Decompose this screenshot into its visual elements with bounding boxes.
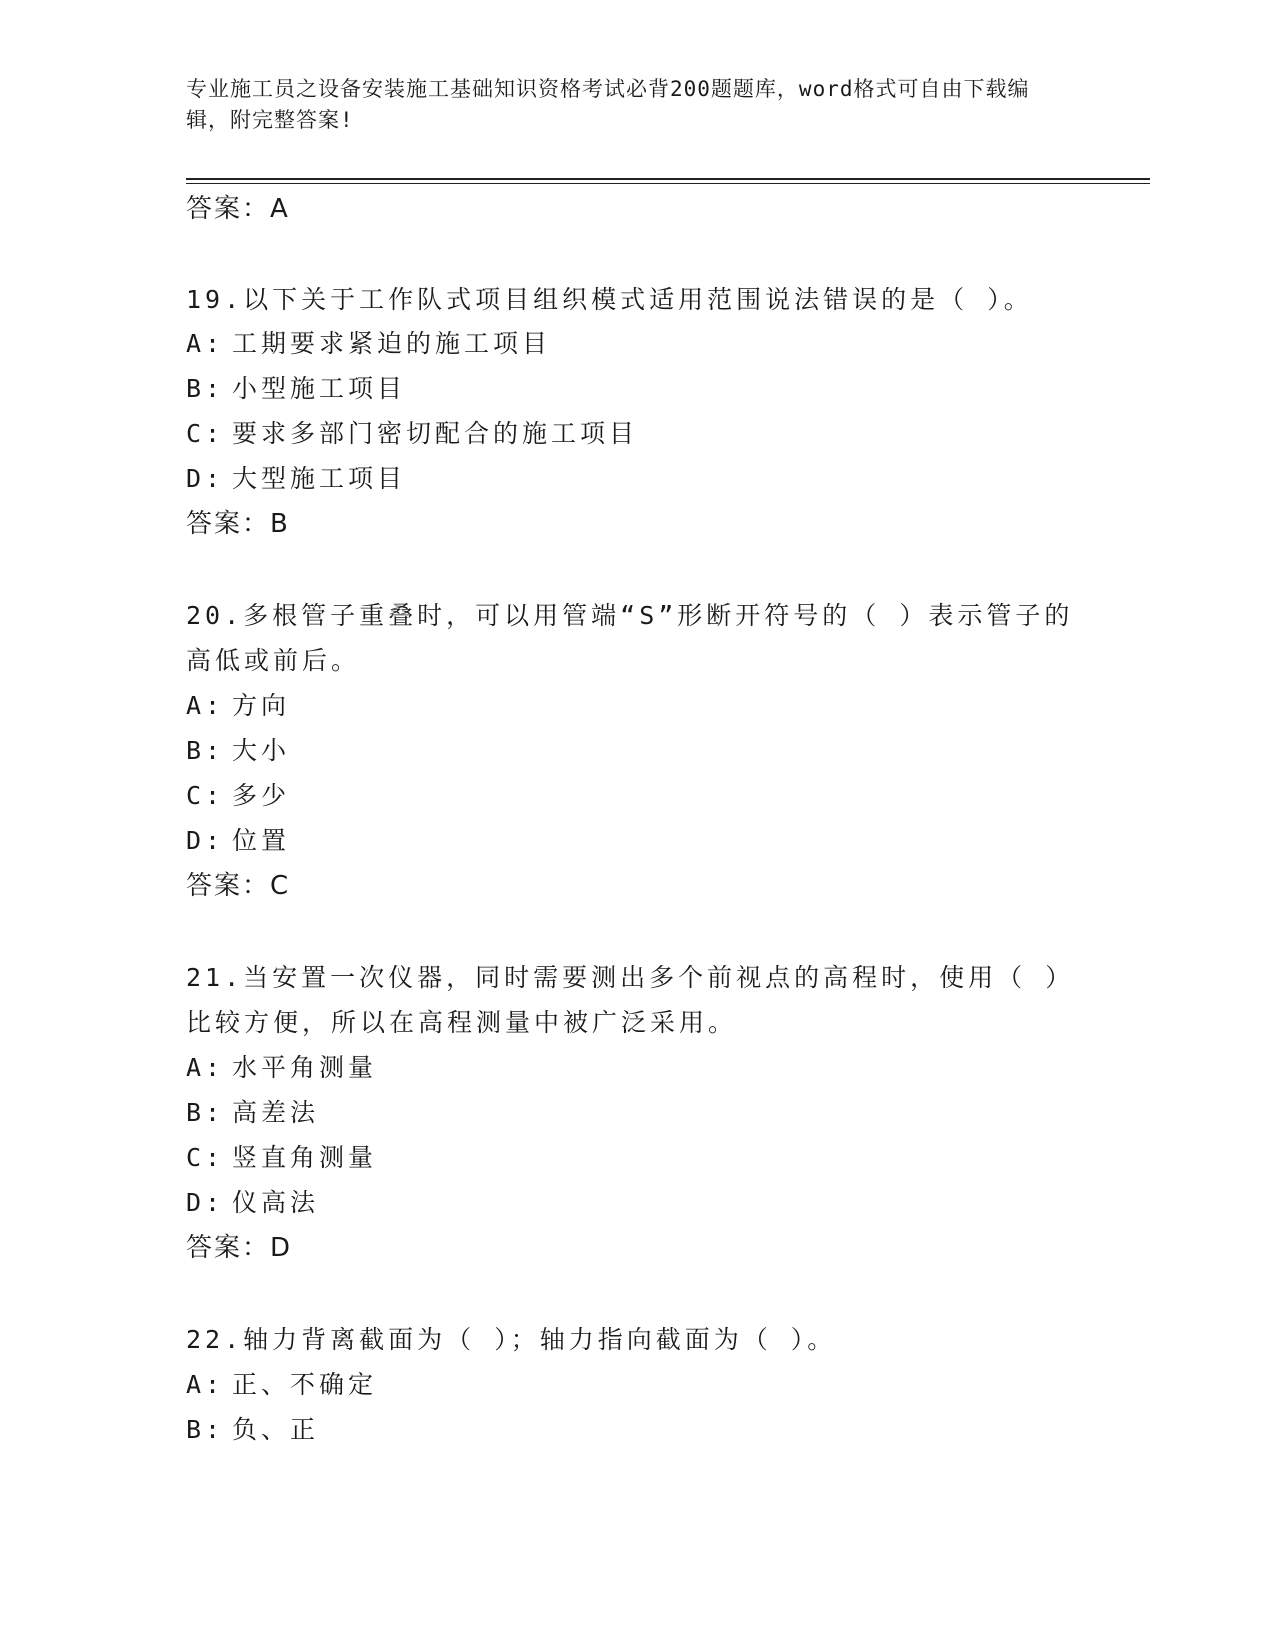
question-text: 多根管子重叠时，可以用管端“S”形断开符号的（ ）表示管子的 bbox=[243, 601, 1074, 630]
answer-prev: 答案：A bbox=[186, 194, 290, 224]
option-text: 位置 bbox=[232, 826, 291, 855]
question-text: 当安置一次仪器，同时需要测出多个前视点的高程时，使用（ ） bbox=[243, 963, 1075, 992]
question-text: 以下关于工作队式项目组织模式适用范围说法错误的是（ ）。 bbox=[243, 285, 1033, 314]
option-text: 多少 bbox=[232, 781, 291, 810]
option-text: 大小 bbox=[232, 736, 291, 765]
answer-21: 答案：D bbox=[186, 1233, 293, 1263]
option-b bbox=[186, 1096, 319, 1130]
question-21-continued: 比较方便，所以在高程测量中被广泛采用。 bbox=[186, 1008, 738, 1037]
option-b bbox=[186, 372, 406, 406]
question-20 bbox=[186, 599, 1073, 633]
option-text: 水平角测量 bbox=[232, 1053, 378, 1082]
option-label: C: bbox=[186, 419, 225, 448]
document-header: 专业施工员之设备安装施工基础知识资格考试必背200题题库，word格式可自由下载编辑，附完整答案! bbox=[186, 77, 1030, 132]
option-text: 正、不确定 bbox=[232, 1370, 378, 1399]
option-a bbox=[186, 1051, 377, 1085]
option-b bbox=[186, 734, 290, 768]
option-label: D: bbox=[186, 826, 225, 855]
question-22 bbox=[186, 1323, 836, 1357]
option-label: B: bbox=[186, 1415, 225, 1444]
option-a bbox=[186, 327, 551, 361]
option-label: C: bbox=[186, 781, 225, 810]
answer-19: 答案：B bbox=[186, 509, 290, 539]
option-text: 工期要求紧迫的施工项目 bbox=[232, 329, 552, 358]
option-text: 竖直角测量 bbox=[232, 1143, 378, 1172]
option-c bbox=[186, 779, 290, 813]
option-text: 高差法 bbox=[232, 1098, 320, 1127]
option-text: 负、正 bbox=[232, 1415, 320, 1444]
option-text: 仪高法 bbox=[232, 1188, 320, 1217]
option-c bbox=[186, 1141, 377, 1175]
question-number: 22. bbox=[186, 1325, 244, 1354]
option-label: B: bbox=[186, 736, 225, 765]
option-text: 方向 bbox=[232, 691, 291, 720]
option-text: 要求多部门密切配合的施工项目 bbox=[232, 419, 639, 448]
option-c bbox=[186, 417, 638, 451]
option-label: D: bbox=[186, 464, 225, 493]
header-rule-thick bbox=[186, 178, 1150, 180]
option-b bbox=[186, 1413, 319, 1447]
question-text: 轴力背离截面为（ ）；轴力指向截面为（ ）。 bbox=[243, 1325, 837, 1354]
option-d bbox=[186, 462, 406, 496]
question-number: 21. bbox=[186, 963, 244, 992]
option-label: B: bbox=[186, 374, 225, 403]
option-d bbox=[186, 1186, 319, 1220]
option-label: A: bbox=[186, 691, 225, 720]
option-label: A: bbox=[186, 1370, 225, 1399]
option-label: D: bbox=[186, 1188, 225, 1217]
question-20-continued: 高低或前后。 bbox=[186, 646, 361, 675]
question-19 bbox=[186, 283, 1033, 317]
option-text: 小型施工项目 bbox=[232, 374, 407, 403]
option-label: B: bbox=[186, 1098, 225, 1127]
question-21 bbox=[186, 961, 1074, 995]
header-rule-thin bbox=[186, 183, 1150, 184]
option-label: A: bbox=[186, 329, 225, 358]
option-label: A: bbox=[186, 1053, 225, 1082]
question-number: 19. bbox=[186, 285, 244, 314]
option-a bbox=[186, 689, 290, 723]
option-a bbox=[186, 1368, 377, 1402]
answer-20: 答案：C bbox=[186, 871, 291, 901]
option-d bbox=[186, 824, 290, 858]
question-number: 20. bbox=[186, 601, 244, 630]
option-label: C: bbox=[186, 1143, 225, 1172]
option-text: 大型施工项目 bbox=[232, 464, 407, 493]
